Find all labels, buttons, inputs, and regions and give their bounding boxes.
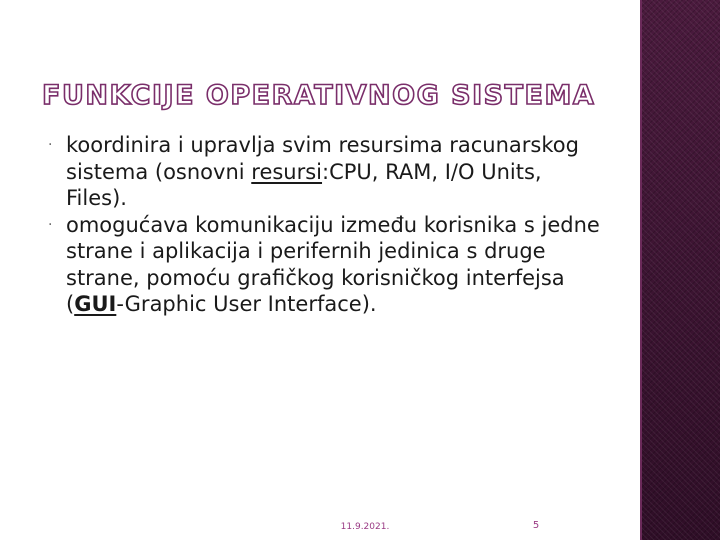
- bullet-list: [48, 132, 608, 318]
- slide-title: FUNKCIJE OPERATIVNOG SISTEMA: [42, 80, 596, 111]
- bullet-text: -Graphic User Interface).: [116, 292, 377, 316]
- underlined-term: GUI: [74, 292, 117, 316]
- bullet-text: omogućava komunikaciju između korisnika s jedne strane i aplikacija i perifernih jedinica s druge strane, pomoću grafičkog korisničkog interfejsa (: [66, 212, 600, 316]
- bullet-text: :CPU, RAM, I/O Units, Files).: [66, 159, 542, 210]
- bullet-text: koordinira i upravlja svim resursima racunarskog sistema (osnovni: [66, 133, 579, 184]
- list-item: [48, 212, 608, 318]
- list-item: [48, 132, 608, 212]
- bullet-icon: ·: [48, 137, 53, 153]
- page-number: 5: [532, 520, 540, 531]
- decorative-side-band: [642, 0, 720, 540]
- underlined-term: resursi: [251, 159, 323, 184]
- bullet-icon: ·: [48, 216, 53, 233]
- footer-date: 11.9.2021.: [340, 522, 390, 532]
